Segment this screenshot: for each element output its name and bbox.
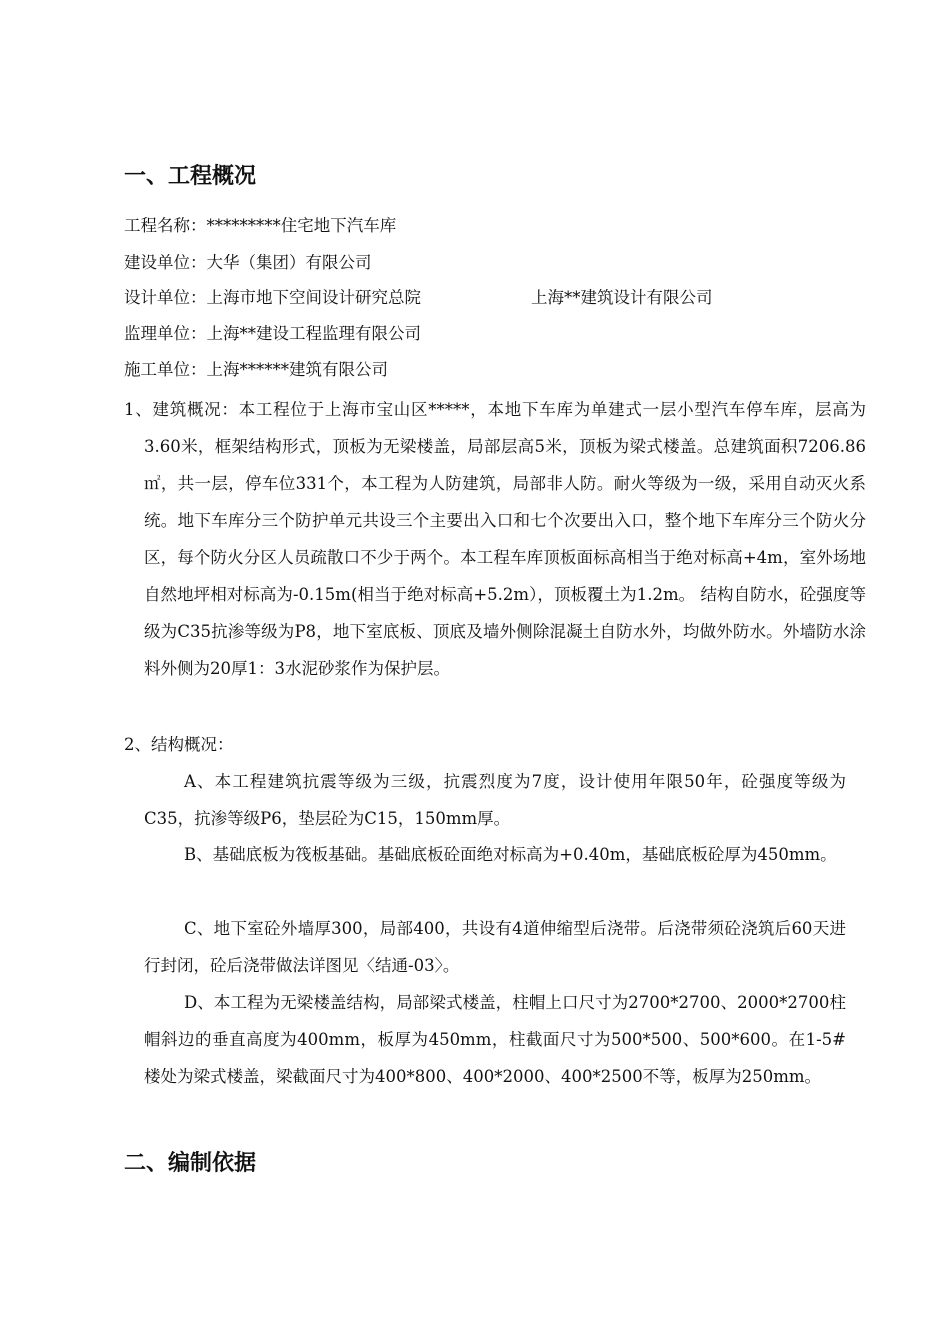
designer-secondary: 上海**建筑设计有限公司 [531,288,713,307]
structure-item-a: A、本工程建筑抗震等级为三级，抗震烈度为7度，设计使用年限50年，砼强度等级为C35，抗渗等级P6，垫层砼为C15，150mm厚。 [144,772,846,828]
structure-item-d: D、本工程为无梁楼盖结构，局部梁式楼盖，柱帽上口尺寸为2700*2700、2000*2700柱帽斜边的垂直高度为400mm，板厚为450mm，柱截面尺寸为500*500、500*600。在1-5#楼处为梁式楼盖，梁截面尺寸为400*800、400*2000、400*2500不等，板厚为250mm。 [144,993,846,1086]
designer-line [124,286,713,310]
project-name-line: 工程名称：*********住宅地下汽车库 [124,216,397,235]
architecture-overview-paragraph: 1、建筑概况：本工程位于上海市宝山区*****，本地下车库为单建式一层小型汽车停车库，层高为3.60米，框架结构形式，顶板为无梁楼盖，局部层高5米，顶板为梁式楼盖。总建筑面积7206.86㎡，共一层，停车位331个，本工程为人防建筑，局部非人防。耐火等级为一级，采用自动灭火系统。地下车库分三个防护单元共设三个主要出入口和七个次要出入口，整个地下车库分三个防火分区，每个防火分区人员疏散口不少于两个。本工程车库顶板面标高相当于绝对标高+4m，室外场地自然地坪相对标高为-0.15m(相当于绝对标高+5.2m），顶板覆土为1.2m。 结构自防水，砼强度等级为C35抗渗等级为P8，地下室底板、顶底及墙外侧除混凝土自防水外，均做外防水。外墙防水涂料外侧为20厚1：3水泥砂浆作为保护层。 [124,400,866,678]
structure-item-b: B、基础底板为筏板基础。基础底板砼面绝对标高为+0.40m，基础底板砼厚为450mm。 [184,845,837,864]
structure-item-c: C、地下室砼外墙厚300，局部400，共设有4道伸缩型后浇带。后浇带须砼浇筑后60天进行封闭，砼后浇带做法详图见〈结通-03〉。 [144,919,846,975]
builder-line: 建设单位：大华（集团）有限公司 [124,253,372,272]
section-title-basis: 二、编制依据 [124,1151,257,1176]
section-title-overview: 一、工程概况 [124,164,257,189]
constructor-line: 施工单位：上海******建筑有限公司 [124,360,388,379]
designer-primary: 设计单位：上海市地下空间设计研究总院 [124,288,421,307]
supervisor-line: 监理单位：上海**建设工程监理有限公司 [124,324,421,343]
structure-overview-heading: 2、结构概况： [124,735,234,754]
